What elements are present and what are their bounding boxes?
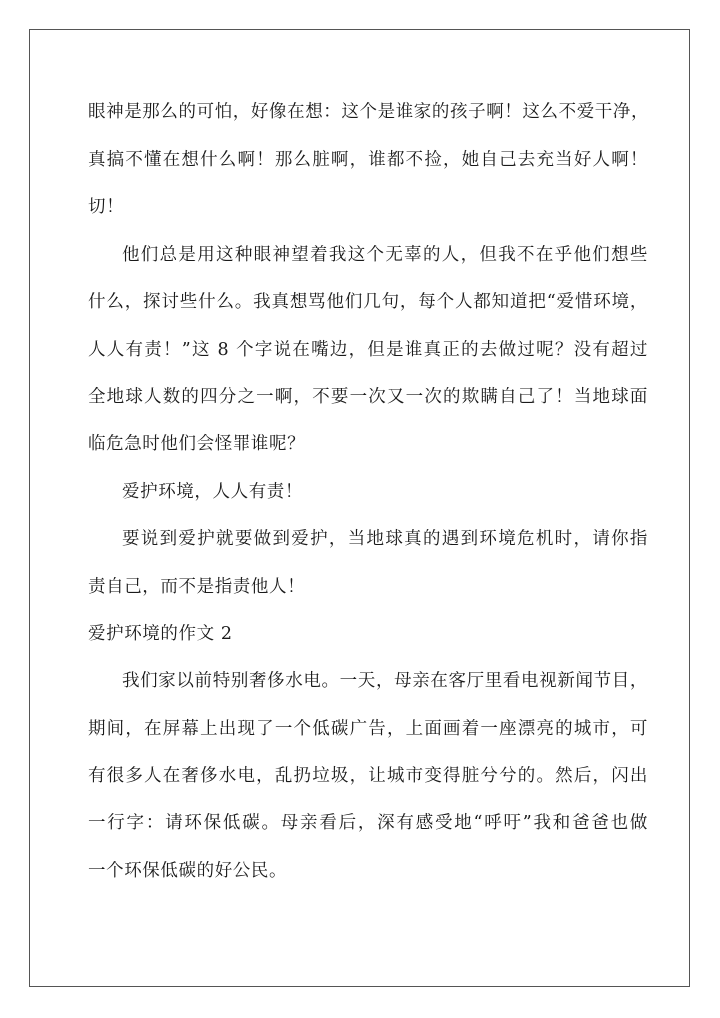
text-line: 责自己，而不是指责他人！ bbox=[88, 577, 306, 597]
section-heading: 爱护环境的作文 2 bbox=[88, 624, 233, 644]
text-line: 眼神是那么的可怕，好像在想：这个是谁家的孩子啊！这么不爱干净， bbox=[88, 102, 650, 122]
paragraph-first-line: 要说到爱护就要做到爱护，当地球真的遇到环境危机时，请你指 bbox=[122, 529, 648, 549]
text-line: 临危急时他们会怪罪谁呢？ bbox=[88, 434, 306, 454]
paragraph-first-line: 我们家以前特别奢侈水电。一天，母亲在客厅里看电视新闻节目， bbox=[122, 671, 648, 691]
paragraph-first-line: 他们总是用这种眼神望着我这个无辜的人，但我不在乎他们想些 bbox=[122, 245, 648, 265]
text-line: 一个环保低碳的好公民。 bbox=[88, 861, 288, 881]
paragraph-first-line: 爱护环境，人人有责！ bbox=[122, 482, 303, 502]
text-line: 有很多人在奢侈水电，乱扔垃圾，让城市变得脏兮兮的。然后，闪出 bbox=[88, 766, 648, 786]
text-line: 人人有责！”这 8 个字说在嘴边，但是谁真正的去做过呢？没有超过 bbox=[88, 340, 648, 360]
text-line: 全地球人数的四分之一啊，不要一次又一次的欺瞒自己了！当地球面 bbox=[88, 387, 648, 407]
text-line: 切！ bbox=[88, 197, 125, 217]
text-line: 一行字：请环保低碳。母亲看后，深有感受地“呼吁”我和爸爸也做 bbox=[88, 813, 648, 833]
text-line: 什么，探讨些什么。我真想骂他们几句，每个人都知道把“爱惜环境， bbox=[88, 292, 648, 312]
text-line: 期间，在屏幕上出现了一个低碳广告，上面画着一座漂亮的城市，可 bbox=[88, 719, 648, 739]
text-line: 真搞不懂在想什么啊！那么脏啊，谁都不捡，她自己去充当好人啊！ bbox=[88, 150, 648, 170]
